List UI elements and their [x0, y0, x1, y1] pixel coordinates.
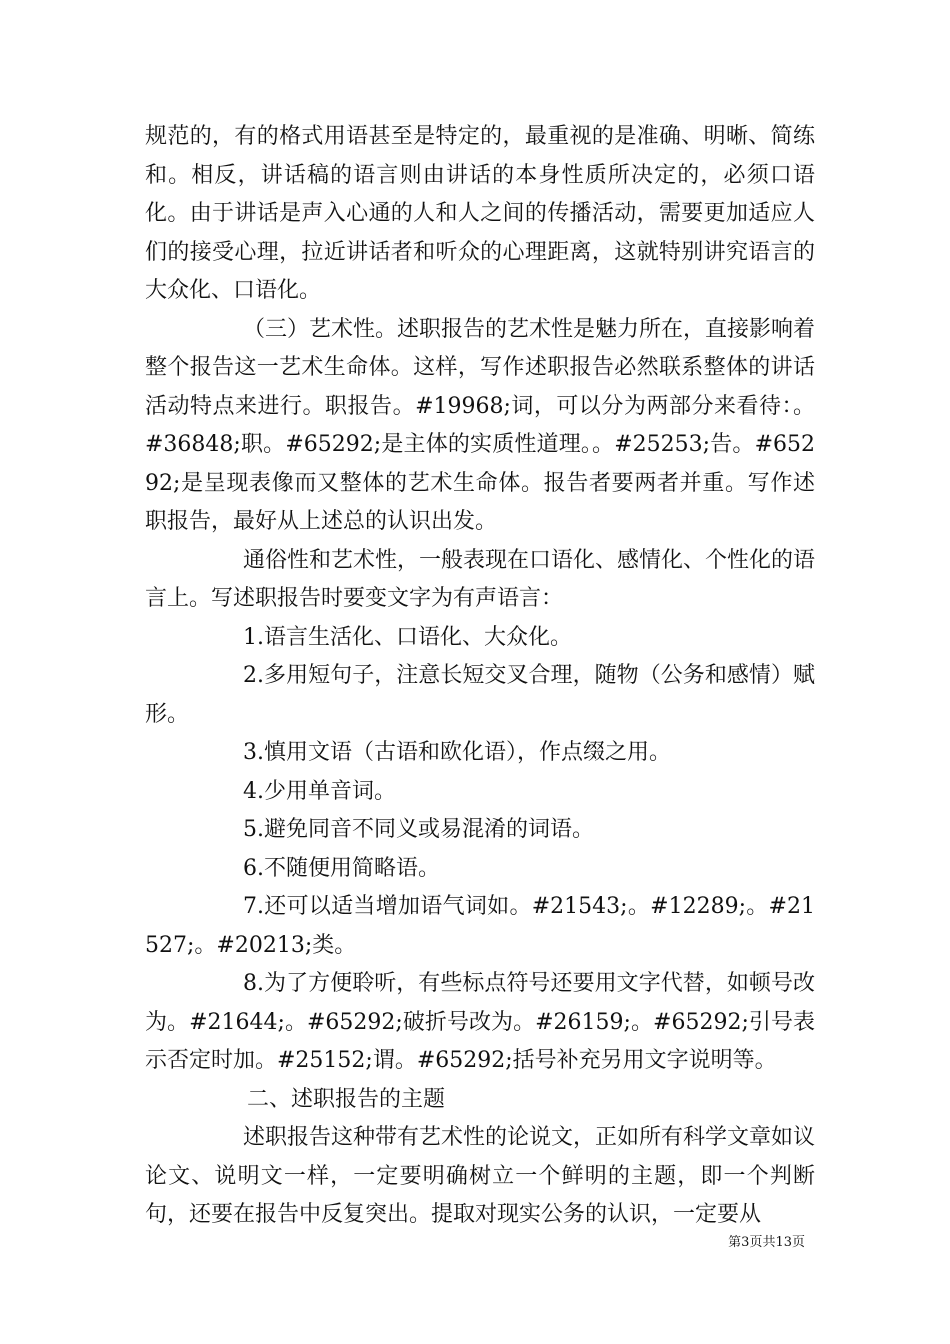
page-number-footer: 第3页共13页 — [728, 1235, 805, 1250]
section-heading: 二、述职报告的主题 — [247, 1086, 446, 1112]
list-item-5: 5.避免同音不同义或易混淆的词语。 — [243, 817, 594, 842]
paragraph-continuation: 规范的，有的格式用语甚至是特定的，最重视的是准确、明晰、简练和。相反，讲话稿的语言则由讲话的本身性质所决定的，必须口语化。由于讲话是声入心通的人和人之间的传播活动，需要更加适应人们的接受心理，拉近讲话者和听众的心理距离，这就特别讲究语言的大众化、口语化。 — [145, 124, 815, 303]
list-item-1: 1.语言生活化、口语化、大众化。 — [243, 624, 572, 650]
paragraph-theme: 述职报告这种带有艺术性的论说文，正如所有科学文章如议论文、说明文一样，一定要明确树立一个鲜明的主题，即一个判断句，还要在报告中反复突出。提取对现实公务的认识，一定要从 — [145, 1125, 816, 1227]
list-item-3: 3.慎用文语（古语和欧化语），作点缀之用。 — [243, 740, 671, 765]
list-item-2: 2.多用短句子，注意长短交叉合理，随物（公务和感情）赋形。 — [145, 663, 815, 727]
paragraph-artistry: （三）艺术性。述职报告的艺术性是魅力所在，直接影响着整个报告这一艺术生命体。这样，写作述职报告必然联系整体的讲话活动特点来进行。职报告。#19968;词，可以分为两部分来看待：。#36848;职。#65292;是主体的实质性道理。。#25253;告。#65292;是呈现表像而又整体的艺术生命体。报告者要两者并重。写作述职报告，最好从上述总的认识出发。 — [145, 316, 816, 534]
list-item-8: 8.为了方便聆听，有些标点符号还要用文字代替，如顿号改为。#21644;。#65292;破折号改为。#26159;。#65292;引号表示否定时加。#25152;谓。#65292;括号补充另用文字说明等。 — [145, 971, 815, 1073]
paragraph-popular-artistic: 通俗性和艺术性，一般表现在口语化、感情化、个性化的语言上。写述职报告时要变文字为有声语言： — [145, 547, 816, 611]
list-item-6: 6.不随便用简略语。 — [243, 855, 440, 881]
list-item-4: 4.少用单音词。 — [243, 778, 396, 804]
list-item-7: 7.还可以适当增加语气词如。#21543;。#12289;。#21527;。#20213;类。 — [145, 894, 815, 958]
document-body — [145, 118, 815, 1235]
